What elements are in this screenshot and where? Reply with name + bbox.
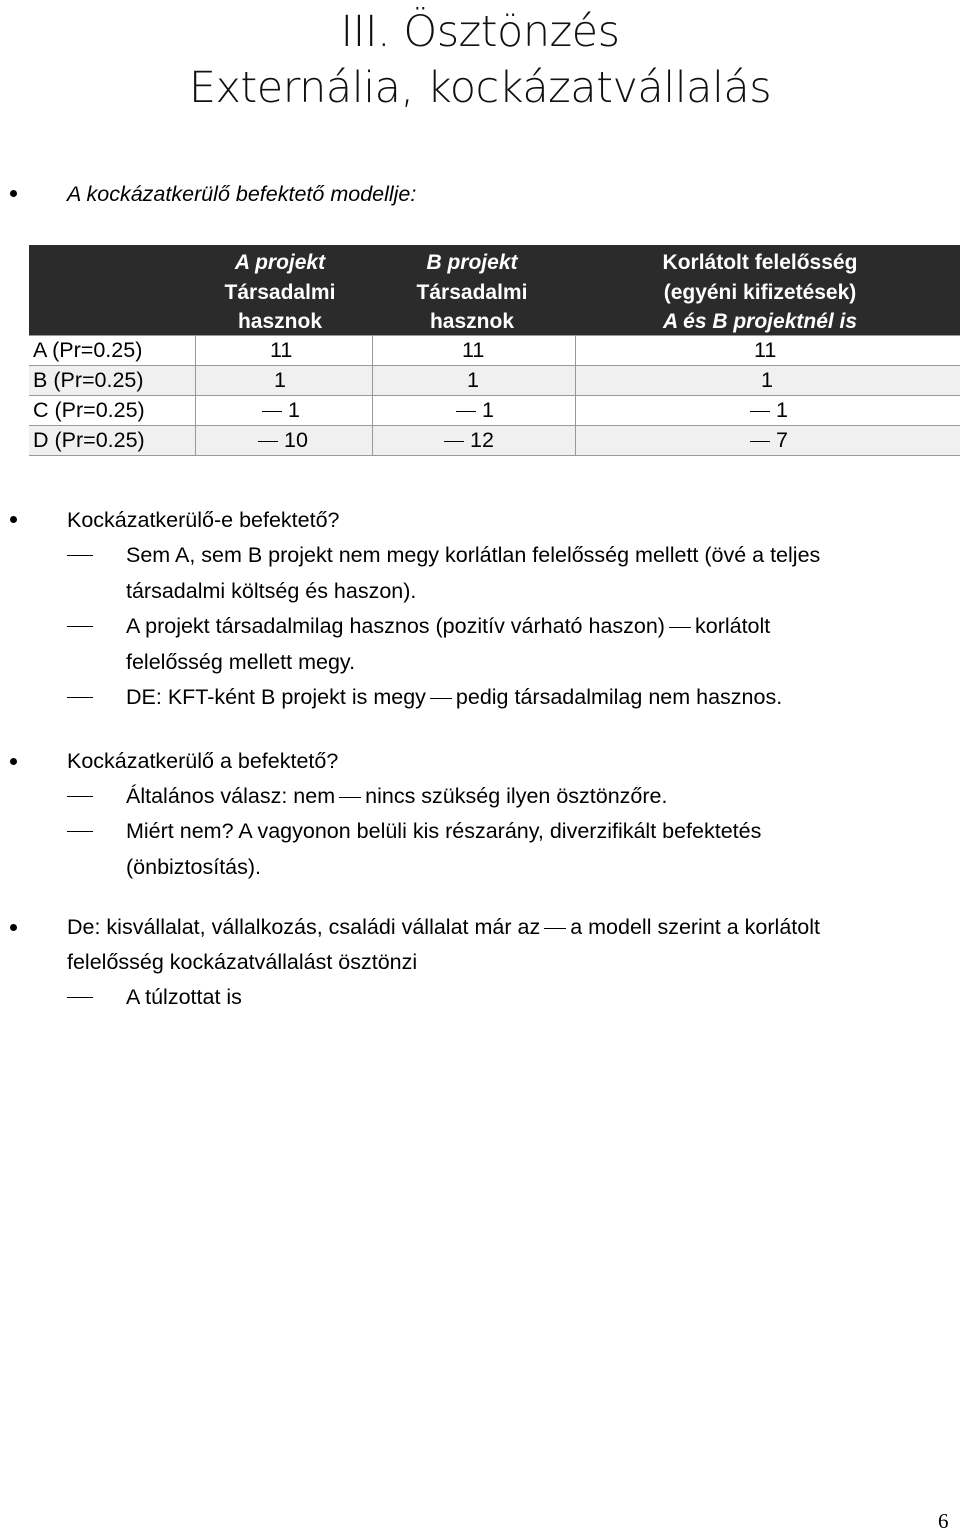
section2-item2-line1: Miért nem? A vagyonon belüli kis részarány, diverzifikált befektetés bbox=[126, 819, 762, 843]
section1-item1-line2: társadalmi költség és haszon). bbox=[126, 579, 417, 603]
section1-item1-line1: Sem A, sem B projekt nem megy korlátlan felelősség mellett (övé a teljes bbox=[126, 543, 821, 567]
title-line-2: Externália, kockázatvállalás bbox=[188, 63, 772, 113]
cell-c: 7 bbox=[750, 426, 788, 455]
header-b-project: B projekt Társadalmi hasznok bbox=[416, 251, 528, 333]
header-a-project: A projekt Társadalmi hasznok bbox=[224, 251, 336, 333]
section3-line1: De: kisvállalat, vállalkozás, családi vállalat már az a modell szerint a korlátolt bbox=[67, 915, 820, 939]
dash-icon bbox=[544, 928, 566, 929]
page-title bbox=[0, 4, 960, 116]
cell-b: 1 bbox=[456, 396, 494, 425]
column-divider bbox=[372, 335, 373, 455]
bullet-icon bbox=[10, 190, 17, 197]
dash-icon bbox=[67, 997, 93, 998]
cell-b: 1 bbox=[467, 368, 479, 392]
payoff-table bbox=[29, 245, 960, 456]
dash-icon bbox=[67, 796, 93, 797]
section2-heading: Kockázatkerülő a befektető? bbox=[67, 749, 339, 773]
cell-a: 10 bbox=[258, 426, 308, 455]
row-label: B (Pr=0.25) bbox=[33, 368, 144, 392]
cell-c: 11 bbox=[754, 338, 777, 362]
minus-icon bbox=[750, 411, 770, 412]
table-row bbox=[29, 366, 960, 396]
bullet-icon bbox=[10, 758, 17, 765]
section3-line2: felelősség kockázatvállalást ösztönzi bbox=[67, 950, 418, 974]
dash-icon bbox=[669, 627, 691, 628]
cell-a: 1 bbox=[262, 396, 300, 425]
cell-c: 1 bbox=[750, 396, 788, 425]
dash-icon bbox=[67, 831, 93, 832]
cell-b: 11 bbox=[462, 338, 485, 362]
bullet-icon bbox=[10, 924, 17, 931]
cell-c: 1 bbox=[761, 368, 773, 392]
section1-heading: Kockázatkerülő-e befektető? bbox=[67, 508, 340, 532]
title-line-1: III. Ösztönzés bbox=[340, 7, 620, 57]
minus-icon bbox=[750, 441, 770, 442]
page-number: 6 bbox=[938, 1509, 949, 1533]
dash-icon bbox=[67, 697, 93, 698]
dash-icon bbox=[67, 626, 93, 627]
column-divider bbox=[575, 335, 576, 455]
table-row bbox=[29, 426, 960, 456]
cell-a: 11 bbox=[270, 338, 293, 362]
section2-item1-line1: Általános válasz: nem nincs szükség ilyen ösztönzőre. bbox=[126, 784, 668, 808]
minus-icon bbox=[262, 411, 282, 412]
dash-icon bbox=[339, 797, 361, 798]
dash-icon bbox=[67, 555, 93, 556]
row-label: C (Pr=0.25) bbox=[33, 398, 145, 422]
minus-icon bbox=[258, 441, 278, 442]
table-header bbox=[29, 245, 960, 335]
cell-a: 1 bbox=[274, 368, 286, 392]
section1-item2-line1: A projekt társadalmilag hasznos (pozitív várható haszon) korlátolt bbox=[126, 614, 771, 638]
section2-item2-line2: (önbiztosítás). bbox=[126, 855, 262, 879]
bullet-icon bbox=[10, 516, 17, 523]
dash-icon bbox=[430, 698, 452, 699]
row-label: A (Pr=0.25) bbox=[33, 338, 143, 362]
row-label: D (Pr=0.25) bbox=[33, 428, 145, 452]
minus-icon bbox=[456, 411, 476, 412]
intro-text: A kockázatkerülő befektető modellje: bbox=[67, 182, 417, 206]
section1-item3-line1: DE: KFT-ként B projekt is megy pedig társadalmilag nem hasznos. bbox=[126, 685, 783, 709]
cell-b: 12 bbox=[444, 426, 494, 455]
column-divider bbox=[195, 335, 196, 455]
section1-item2-line2: felelősség mellett megy. bbox=[126, 650, 356, 674]
table-row bbox=[29, 396, 960, 426]
minus-icon bbox=[444, 441, 464, 442]
table-row bbox=[29, 335, 960, 366]
section3-item1-line1: A túlzottat is bbox=[126, 985, 242, 1009]
header-limited-liability: Korlátolt felelősség (egyéni kifizetések) A és B projektnél is bbox=[662, 251, 858, 333]
